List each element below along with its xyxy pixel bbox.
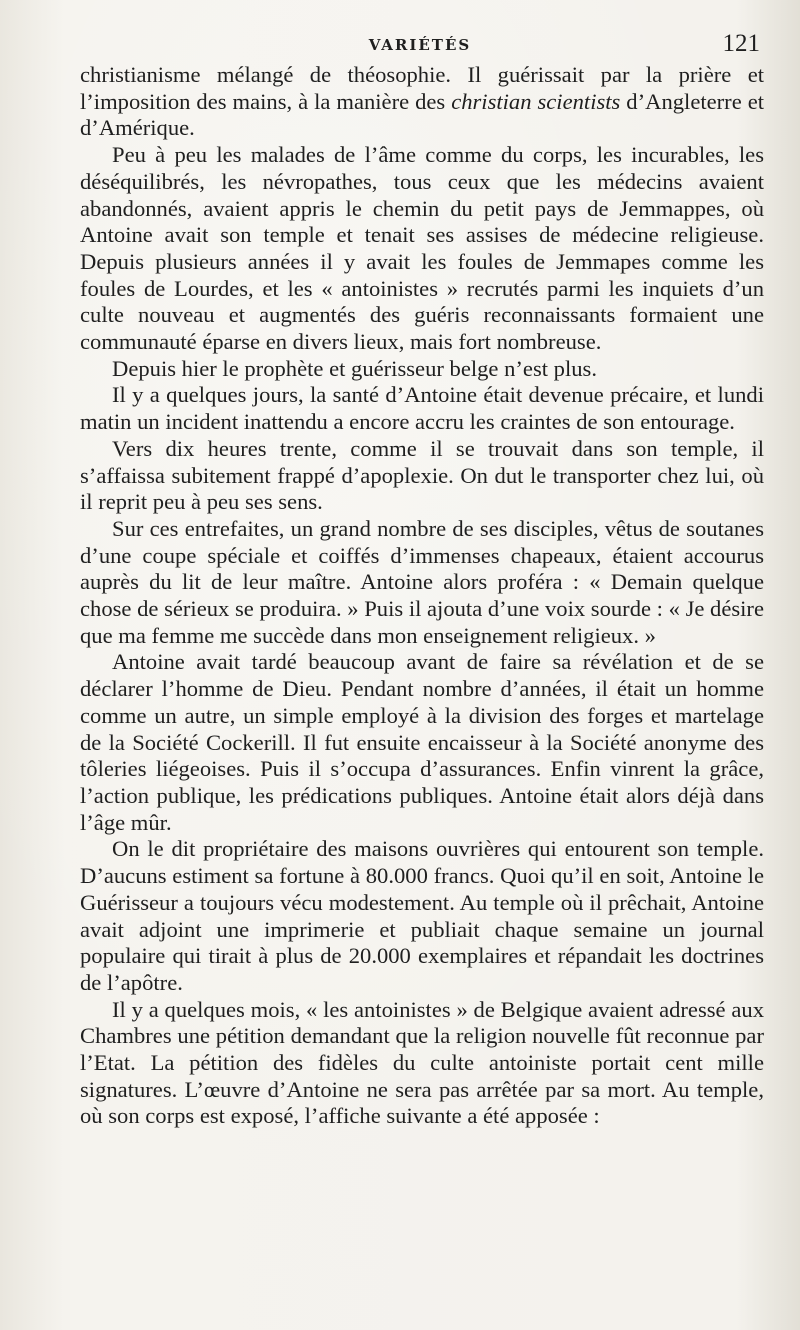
italic-phrase: christian scientists [451, 88, 621, 114]
running-head [80, 30, 760, 60]
running-title: VARIÉTÉS [368, 36, 472, 54]
paragraph: Il y a quelques jours, la santé d’Antoine était devenue précaire, et lundi matin un incident inattendu a encore accru les craintes de son entourage. [80, 382, 764, 435]
paragraph-continued [80, 62, 764, 142]
paragraph-text: d’Angleterre et d’Amérique. [80, 88, 765, 141]
page-number: 121 [722, 30, 760, 57]
paragraph: Sur ces entrefaites, un grand nombre de ses disciples, vêtus de soutanes d’une coupe spéciale et coiffés d’immenses chapeaux, étaient accourus auprès du lit de leur maître. Antoine alors proféra : « Demain quelque chose de sérieux se produira. » Puis il ajouta d’une voix sourde : « Je désire que ma femme me succède dans mon enseignement religieux. » [80, 515, 764, 648]
paragraph: Peu à peu les malades de l’âme comme du corps, les incurables, les déséquilibrés, les névropathes, tous ceux que les médecins avaient abandonnés, avaient appris le chemin du petit pays de Jemmappes, où Antoine avait son temple et tenait ses assises de médecine religieuse. Depuis plusieurs années il y avait les foules de Jemmapes comme les foules de Lourdes, et les « antoinistes » recrutés parmi les inquiets d’un culte nouveau et augmentés des guéris reconnaissants formaient une communauté éparse en divers lieux, mais fort nombreuse. [80, 142, 764, 355]
paragraph: Vers dix heures trente, comme il se trouvait dans son temple, il s’affaissa subitement frappé d’apoplexie. On dut le transporter chez lui, où il reprit peu à peu ses sens. [80, 435, 764, 515]
paragraph: Antoine avait tardé beaucoup avant de faire sa révélation et de se déclarer l’homme de Dieu. Pendant nombre d’années, il était un homme comme un autre, un simple employé à la division des forges et martelage de la Société Cockerill. Il fut ensuite encaisseur à la Société anonyme des tôleries liégeoises. Puis il s’occupa d’assurances. Enfin vinrent la grâce, l’action publique, les prédications publiques. Antoine était alors déjà dans l’âge mûr. [80, 649, 764, 835]
paragraph-text: christianisme mélangé de théosophie. Il guérissait par la prière et l’imposition des mains, à la manière des [80, 62, 764, 114]
paragraph: Depuis hier le prophète et guérisseur belge n’est plus. [112, 355, 597, 381]
paragraph: On le dit propriétaire des maisons ouvrières qui entourent son temple. D’aucuns estiment sa fortune à 80.000 francs. Quoi qu’il en soit, Antoine le Guérisseur a toujours vécu modestement. Au temple où il prêchait, Antoine avait adjoint une imprimerie et publiait chaque semaine un journal populaire qui tirait à plus de 20.000 exemplaires et répandait les doctrines de l’apôtre. [80, 836, 764, 995]
article-body [80, 62, 764, 1130]
paragraph: Il y a quelques mois, « les antoinistes » de Belgique avaient adressé aux Chambres une pétition demandant que la religion nouvelle fût reconnue par l’Etat. La pétition des fidèles du culte antoiniste portait cent mille signatures. L’œuvre d’Antoine ne sera pas arrêtée par sa mort. Au temple, où son corps est exposé, l’affiche suivante a été apposée : [80, 996, 764, 1129]
